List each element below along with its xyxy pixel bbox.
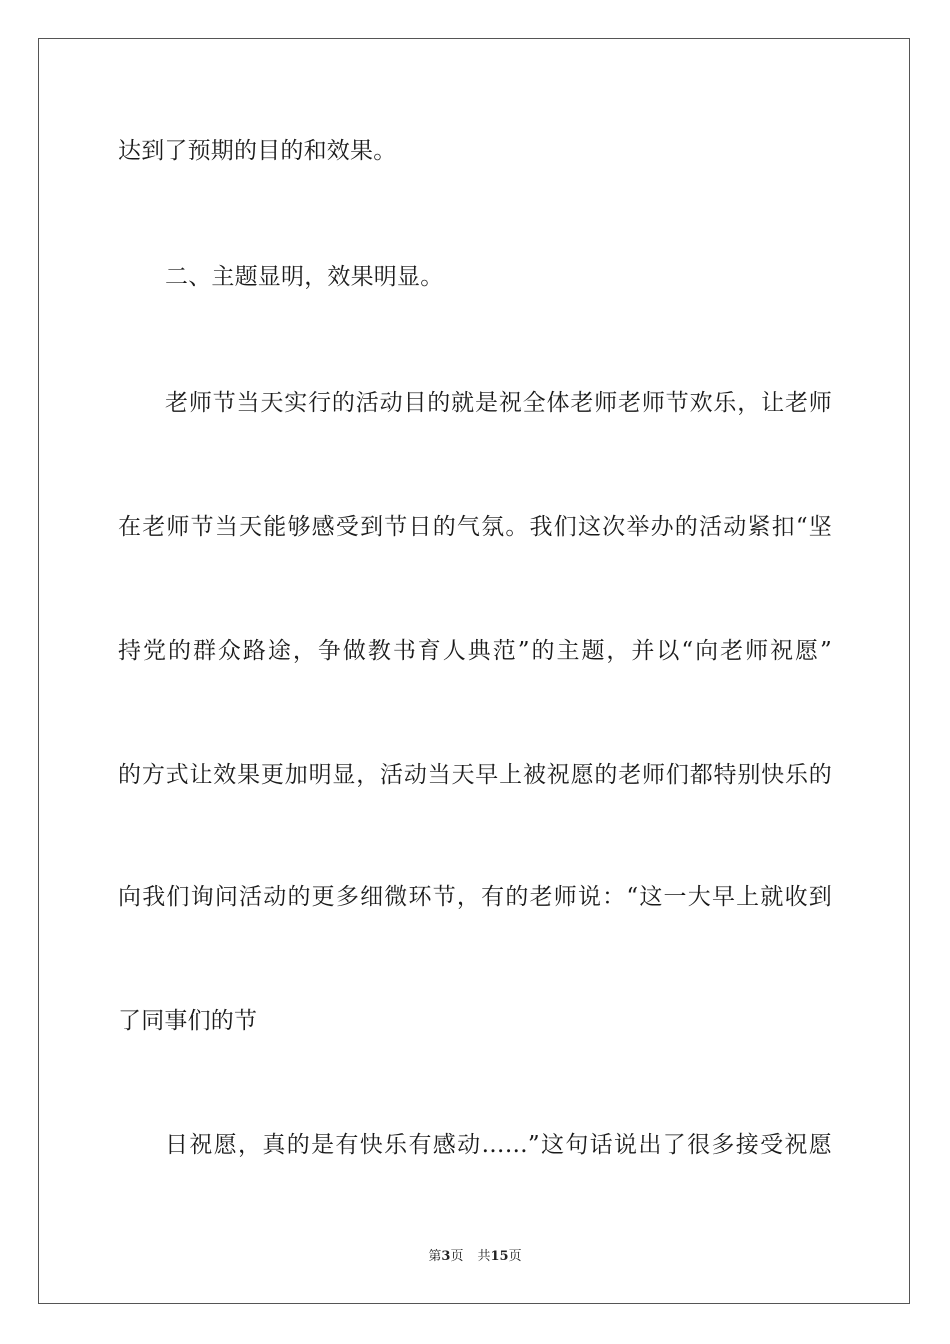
footer-total-pages: 15 bbox=[490, 1249, 509, 1264]
section-heading: 二、主题显明，效果明显。 bbox=[165, 264, 444, 290]
paragraph-line-3: 老师节当天实行的活动目的就是祝全体老师老师节欢乐，让老师 bbox=[165, 390, 832, 416]
paragraph-line-8: 了同事们的节 bbox=[118, 1008, 258, 1034]
paragraph-line-6: 的方式让效果更加明显，活动当天早上被祝愿的老师们都特别快乐的 bbox=[118, 762, 832, 788]
paragraph-line-1: 达到了预期的目的和效果。 bbox=[118, 138, 397, 164]
footer-total-prefix: 共 bbox=[477, 1249, 491, 1264]
footer-page-suffix: 页 bbox=[450, 1249, 464, 1264]
footer-page-prefix: 第 bbox=[428, 1249, 442, 1264]
paragraph-line-7: 向我们询问活动的更多细微环节，有的老师说：“这一大早上就收到 bbox=[118, 884, 832, 910]
footer-page-number: 3 bbox=[441, 1249, 451, 1264]
page-footer bbox=[0, 1248, 950, 1266]
paragraph-line-4: 在老师节当天能够感受到节日的气氛。我们这次举办的活动紧扣“坚 bbox=[118, 514, 832, 540]
paragraph-line-9: 日祝愿，真的是有快乐有感动……”这句话说出了很多接受祝愿 bbox=[165, 1132, 832, 1158]
paragraph-line-5: 持党的群众路途，争做教书育人典范”的主题，并以“向老师祝愿” bbox=[118, 638, 832, 664]
footer-total-suffix: 页 bbox=[508, 1249, 522, 1264]
page-border bbox=[38, 38, 910, 1304]
